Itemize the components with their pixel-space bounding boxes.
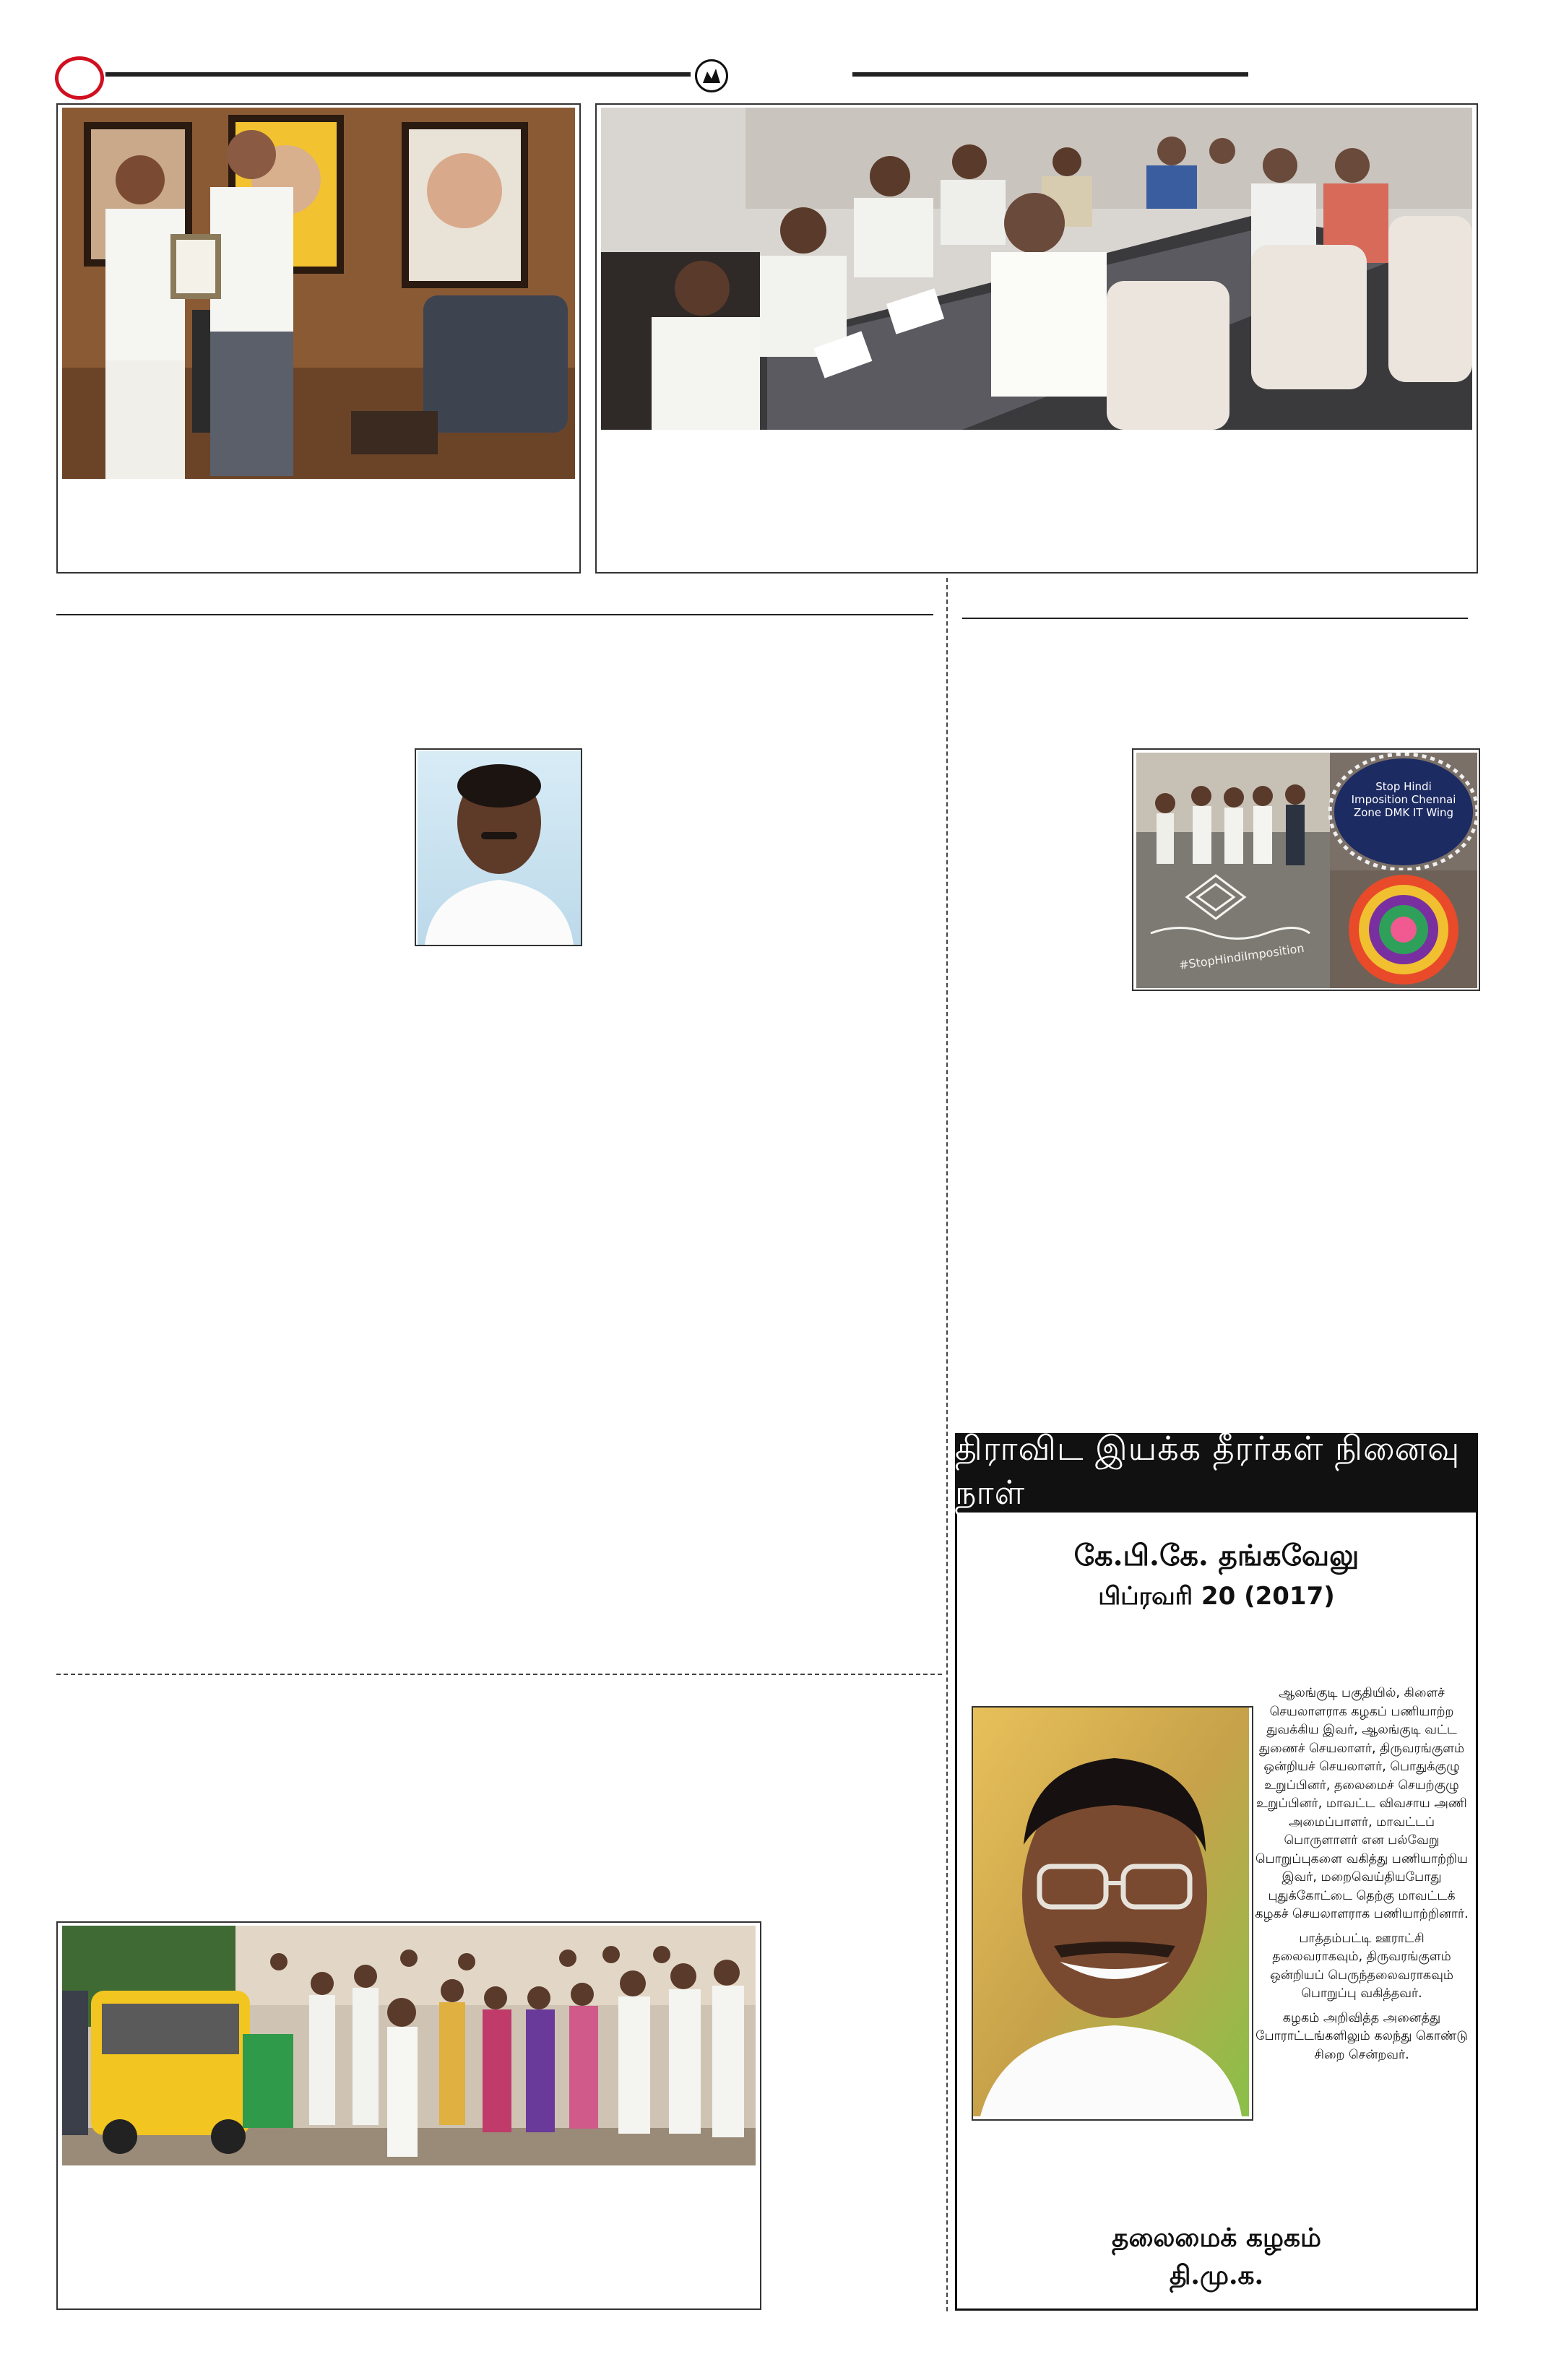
memorial-biography bbox=[1253, 1684, 1470, 2070]
memorial-heading: திராவிட இயக்க தீரர்கள் நினைவு நாள் bbox=[955, 1433, 1478, 1513]
photo-box-meeting bbox=[595, 103, 1478, 574]
rangoli-floor-text: #StopHindiImposition bbox=[1177, 940, 1305, 972]
bio-paragraph-1: ஆலங்குடி பகுதியில், கிளைச் செயலாளராக கழகப் பணியாற்ற துவக்கிய இவர், ஆலங்குடி வட்ட துணைச் செயலாளர், திருவரங்குளம் ஒன்றியச் செயலாளர், பொதுக்குழு உறுப்பினர், தலைமைச் செயற்குழு உறுப்பினர், மாவட்ட விவசாய அணி அமைப்பாளர், மாவட்டப் பொருளாளர் என பல்வேறு பொறுப்புகளை வகித்து பணியாற்றிய இவர், மறைவெய்தியபோது புதுக்கோட்டை தெற்கு மாவட்டக் கழகச் செயலாளராக பணியாற்றினார். bbox=[1255, 1686, 1469, 1921]
photo-auto-rickshaw-launch bbox=[62, 1926, 756, 2165]
masthead-rule-right bbox=[852, 72, 1248, 77]
party-emblem-icon bbox=[695, 59, 728, 92]
rangoli-protest-photo bbox=[1136, 753, 1477, 988]
photo-box-certificate bbox=[56, 103, 581, 574]
left-article-rule bbox=[56, 614, 933, 615]
bio-paragraph-2: பாத்தம்பட்டி ஊராட்சி தலைவராகவும், திருவரங்குளம் ஒன்றியப் பெருந்தலைவராகவும் பொறுப்பு வகித்தவர். bbox=[1270, 1931, 1453, 2001]
column-divider-dashed bbox=[946, 578, 948, 2311]
masthead-rule-left bbox=[105, 72, 691, 77]
rangoli-slogan-text: Stop Hindi Imposition Chennai Zone DMK IT Wing bbox=[1351, 780, 1456, 819]
page-number-circle bbox=[55, 56, 104, 100]
signature-line-1: தலைமைக் கழகம் bbox=[1112, 2223, 1321, 2253]
portrait-thumbnail-box bbox=[415, 748, 582, 946]
photo-review-meeting bbox=[601, 108, 1472, 430]
memorial-date: பிப்ரவரி 20 (2017) bbox=[1098, 1582, 1335, 1611]
portrait-leader-photo bbox=[418, 751, 581, 945]
memorial-portrait bbox=[972, 1706, 1253, 2121]
photo-box-auto-launch bbox=[56, 1921, 761, 2310]
memorial-name: கே.பி.கே. தங்கவேலு bbox=[1073, 1539, 1360, 1572]
right-article-rule bbox=[962, 618, 1468, 619]
memorial-signature bbox=[961, 2219, 1472, 2294]
rangoli-photo-box bbox=[1132, 748, 1480, 991]
section-divider-dashed bbox=[56, 1674, 942, 1675]
photo-certificate-presentation bbox=[62, 108, 575, 479]
signature-line-2: தி.மு.க. bbox=[1169, 2260, 1264, 2290]
bio-paragraph-3: கழகம் அறிவித்த அனைத்து போராட்டங்களிலும் கலந்து கொண்டு சிறை சென்றவர். bbox=[1255, 2010, 1468, 2062]
